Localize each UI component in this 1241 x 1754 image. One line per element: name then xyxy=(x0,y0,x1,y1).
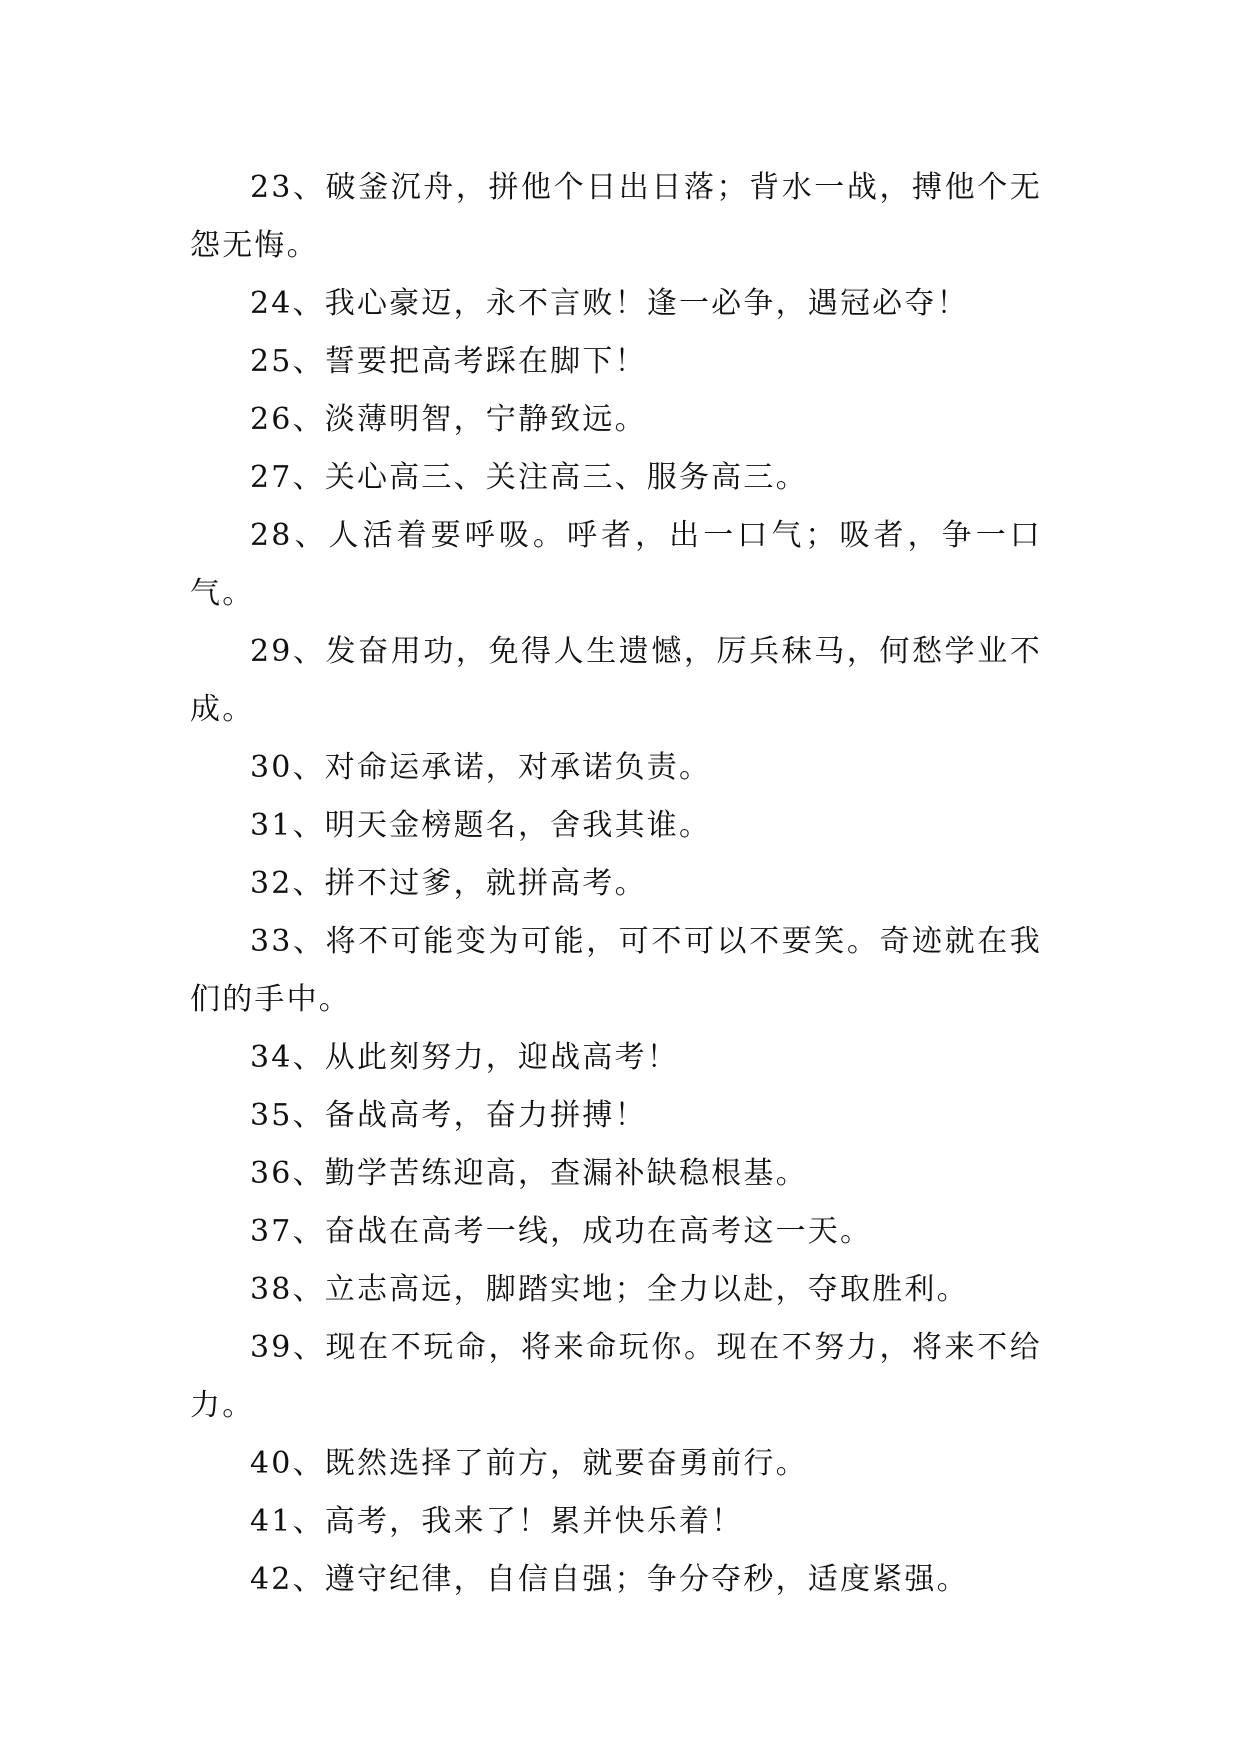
slogan-37: 37、奋战在高考一线，成功在高考这一天。 xyxy=(250,1214,873,1249)
slogan-34: 34、从此刻努力，迎战高考！ xyxy=(250,1040,679,1075)
slogan-27: 27、关心高三、关注高三、服务高三。 xyxy=(250,460,808,495)
slogan-42: 42、遵守纪律，自信自强；争分夺秒，适度紧强。 xyxy=(250,1562,969,1597)
slogan-40: 40、既然选择了前方，就要奋勇前行。 xyxy=(250,1446,808,1481)
slogan-30: 30、对命运承诺，对承诺负责。 xyxy=(250,750,712,785)
slogan-38: 38、立志高远，脚踏实地；全力以赴，夺取胜利。 xyxy=(250,1272,969,1307)
document-body xyxy=(190,159,1042,1609)
slogan-31: 31、明天金榜题名，舍我其谁。 xyxy=(250,808,712,843)
slogan-28: 28、人活着要呼吸。呼者，出一口气；吸者，争一口气。 xyxy=(190,518,1042,611)
slogan-33: 33、将不可能变为可能，可不可以不要笑。奇迹就在我们的手中。 xyxy=(190,924,1042,1017)
slogan-23: 23、破釜沉舟，拼他个日出日落；背水一战，搏他个无怨无悔。 xyxy=(190,170,1042,263)
slogan-41: 41、高考，我来了！累并快乐着！ xyxy=(250,1504,744,1539)
slogan-25: 25、誓要把高考踩在脚下！ xyxy=(250,344,647,379)
slogan-26: 26、淡薄明智，宁静致远。 xyxy=(250,402,647,437)
slogan-24: 24、我心豪迈，永不言败！逢一必争，遇冠必夺！ xyxy=(250,286,969,321)
slogan-32: 32、拼不过爹，就拼高考。 xyxy=(250,866,647,901)
slogan-39: 39、现在不玩命，将来命玩你。现在不努力，将来不给力。 xyxy=(190,1330,1042,1423)
slogan-35: 35、备战高考，奋力拼搏！ xyxy=(250,1098,647,1133)
slogan-29: 29、发奋用功，免得人生遗憾，厉兵秣马，何愁学业不成。 xyxy=(190,634,1042,727)
slogan-36: 36、勤学苦练迎高，查漏补缺稳根基。 xyxy=(250,1156,808,1191)
